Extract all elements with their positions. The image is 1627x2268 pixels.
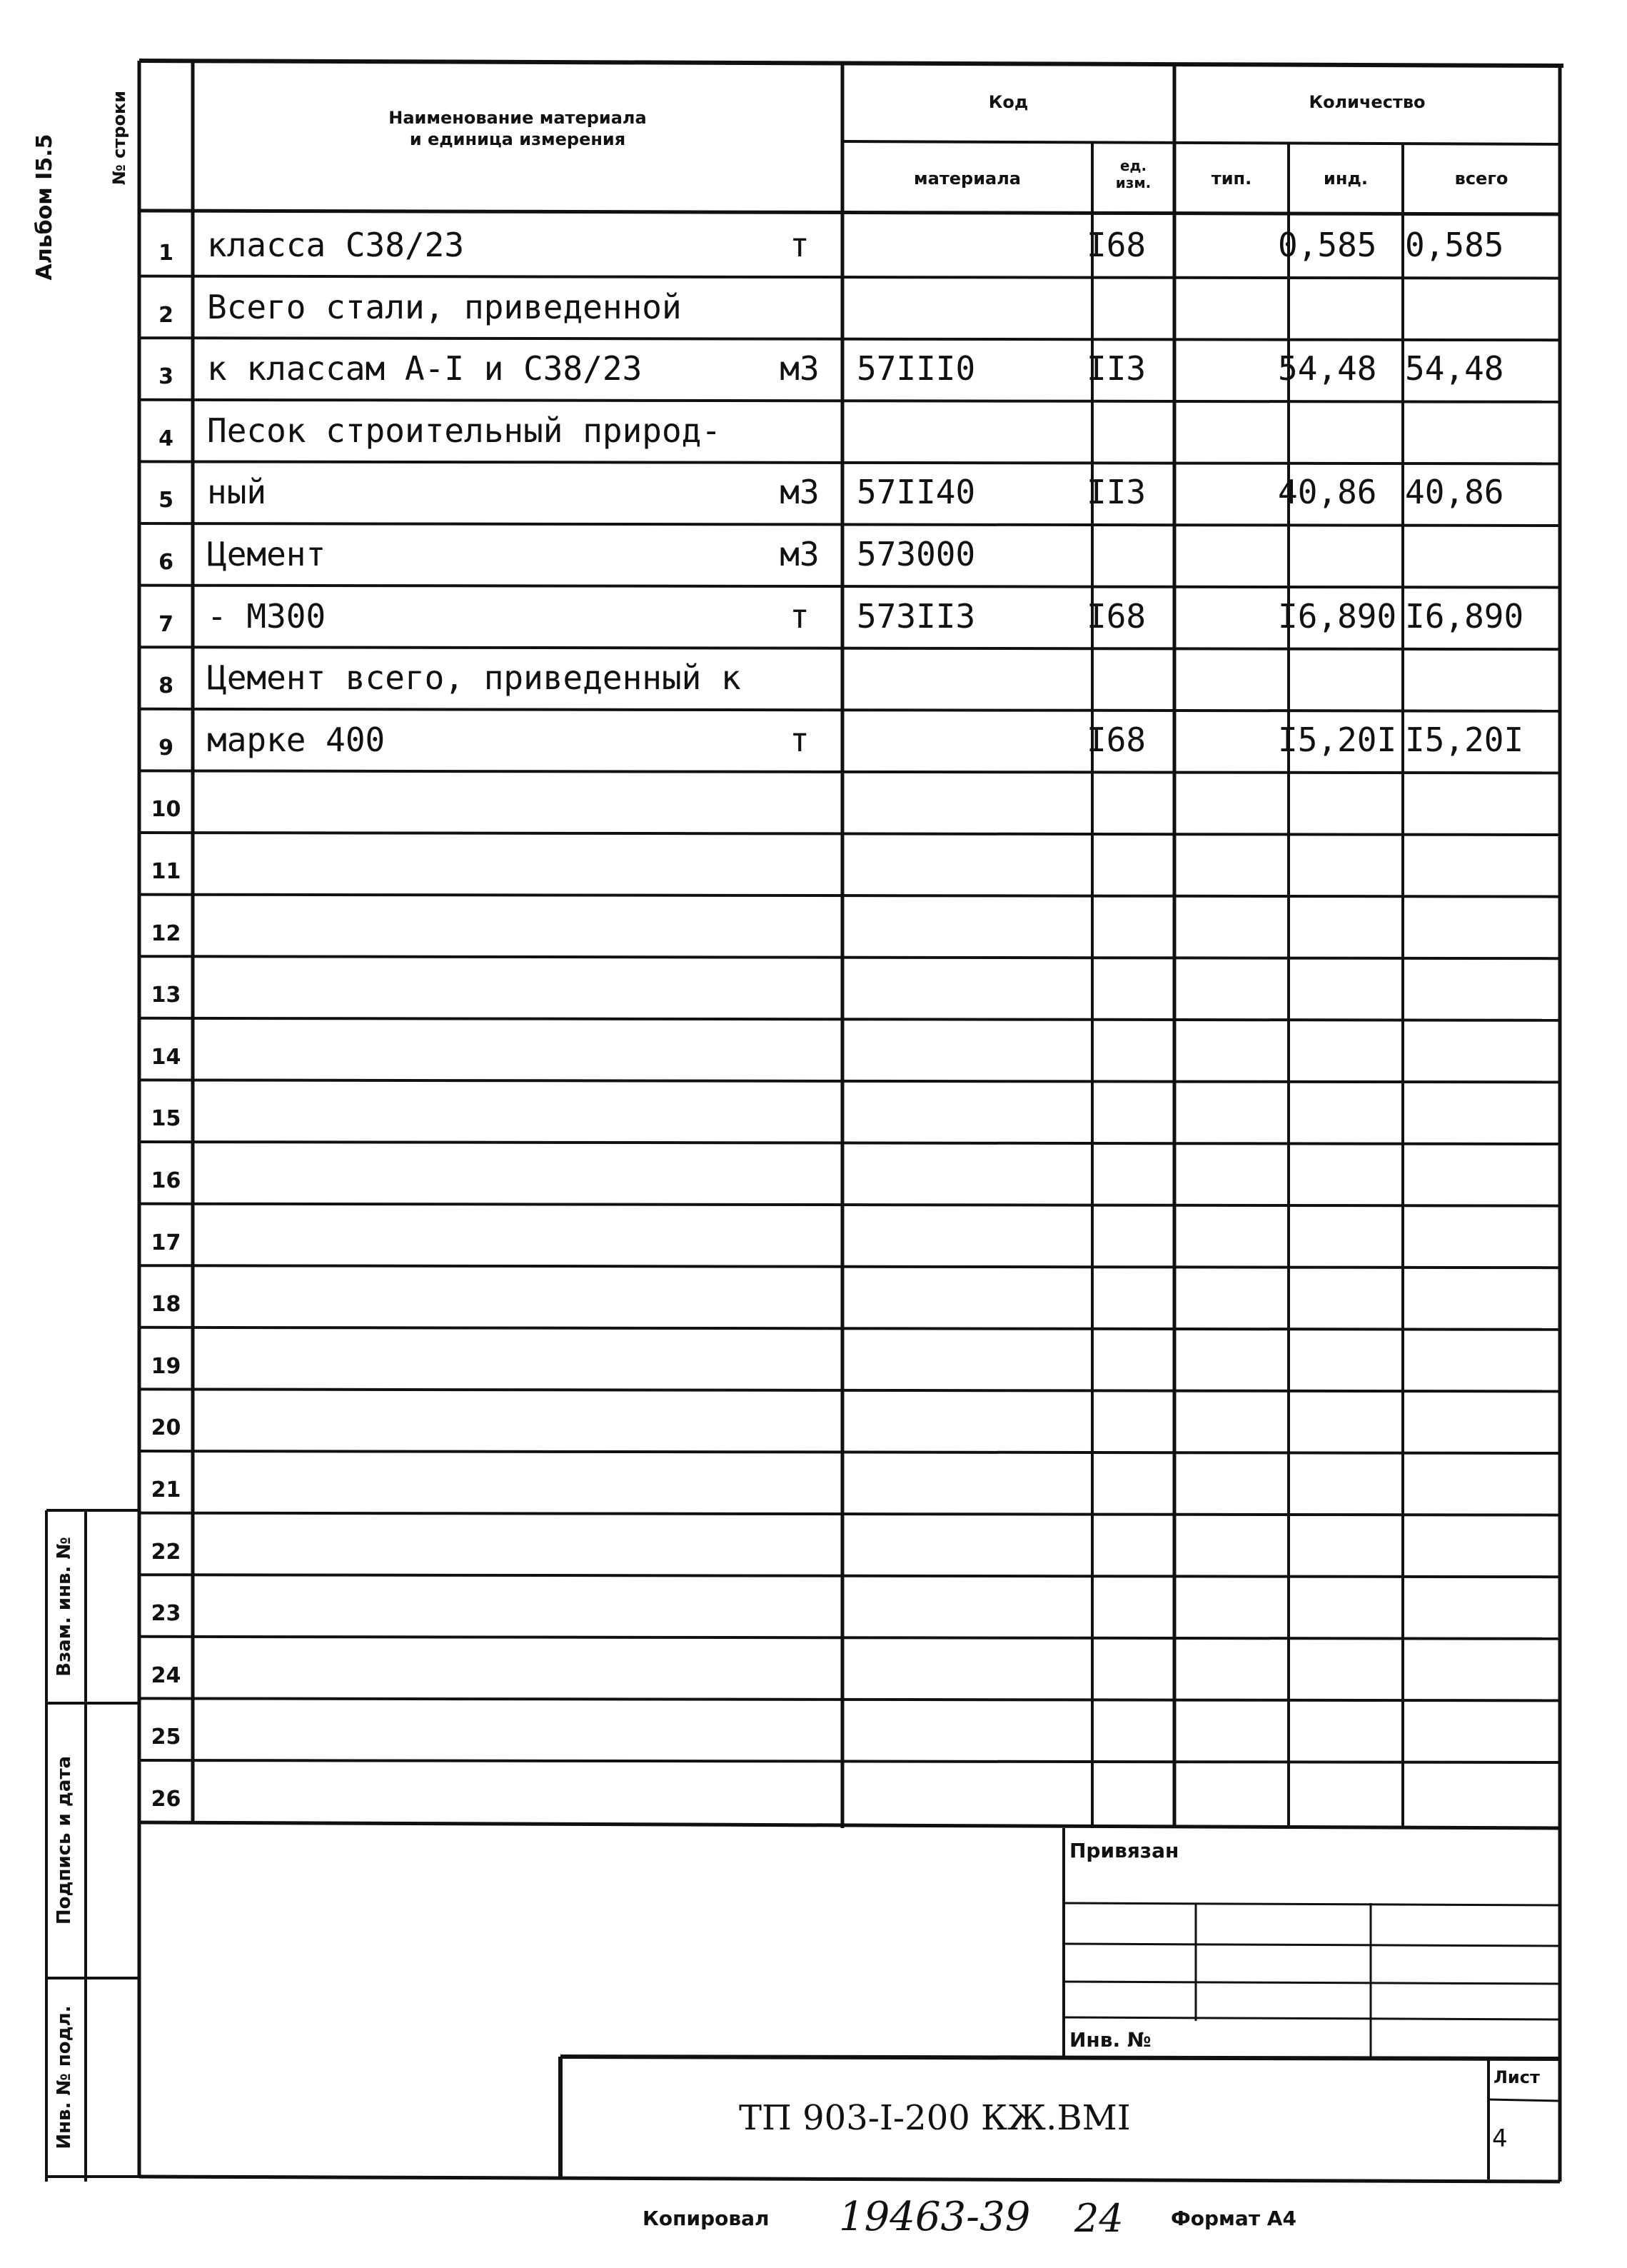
cell-unit: т <box>790 596 810 636</box>
privyazan-label: Привязан <box>1069 1839 1179 1862</box>
cell-ind: 0,585 <box>1278 226 1377 264</box>
table-row <box>0 338 1627 400</box>
cell-ind: I6,890 <box>1278 596 1397 636</box>
cell-ed: II3 <box>1087 349 1147 388</box>
cell-ind: I5,20I <box>1278 720 1397 759</box>
cell-mat: 57II40 <box>857 473 976 512</box>
table-row <box>0 771 1627 833</box>
cell-n: 5 <box>158 488 173 513</box>
table-row <box>0 276 1627 338</box>
cell-mat: 573000 <box>857 535 976 573</box>
cell-unit: м3 <box>780 473 820 512</box>
cell-total: I6,890 <box>1405 596 1524 636</box>
inv-podl-label: Инв. № подл. <box>54 2005 75 2149</box>
cell-n: 10 <box>151 797 181 823</box>
cell-n: 8 <box>158 673 173 699</box>
cell-n: 20 <box>151 1415 181 1441</box>
table-row <box>0 1204 1627 1266</box>
document-code: ТП 903-I-200 КЖ.ВМI <box>739 2098 1131 2138</box>
cell-n: 12 <box>151 920 181 946</box>
cell-unit: м3 <box>780 535 820 573</box>
table-row <box>0 956 1627 1018</box>
cell-name: Песок строительный природ- <box>207 411 722 450</box>
vzam-inv-label: Взам. инв. № <box>54 1537 75 1677</box>
table-row <box>0 400 1627 462</box>
cell-n: 11 <box>151 859 181 884</box>
cell-name: класса С38/23 <box>207 226 465 264</box>
podpis-data-label: Подпись и дата <box>54 1755 75 1925</box>
table-row <box>0 1698 1627 1760</box>
table-row <box>0 1451 1627 1513</box>
header-q-ind: инд. <box>1324 169 1368 189</box>
sheet-label: Лист <box>1493 2067 1540 2087</box>
cell-n: 4 <box>158 426 173 451</box>
cell-n: 26 <box>151 1787 181 1812</box>
cell-ed: I68 <box>1087 596 1147 636</box>
cell-ind: 54,48 <box>1278 349 1377 388</box>
cell-n: 3 <box>158 364 173 390</box>
table-row <box>0 647 1627 709</box>
header-quantity: Количество <box>1309 92 1426 112</box>
cell-total: 0,585 <box>1405 226 1504 264</box>
header-q-typ: тип. <box>1211 169 1252 189</box>
cell-mat: 573II3 <box>857 596 976 636</box>
inv-no-label: Инв. № <box>1069 2028 1152 2052</box>
cell-n: 15 <box>151 1106 181 1132</box>
table-row <box>0 1265 1627 1328</box>
cell-ed: I68 <box>1087 226 1147 264</box>
table-row <box>0 1142 1627 1204</box>
cell-n: 16 <box>151 1168 181 1193</box>
header-row-no: № строки <box>109 90 129 186</box>
cell-n: 23 <box>151 1601 181 1627</box>
cell-n: 14 <box>151 1044 181 1070</box>
cell-n: 13 <box>151 983 181 1008</box>
table-row <box>0 461 1627 523</box>
sheet-number: 4 <box>1492 2124 1508 2153</box>
table-row <box>0 1575 1627 1637</box>
cell-name: - М300 <box>207 596 326 636</box>
cell-total: 54,48 <box>1405 349 1504 388</box>
table-row <box>0 523 1627 586</box>
table-row <box>0 1018 1627 1080</box>
table-row <box>0 1389 1627 1451</box>
cell-n: 19 <box>151 1353 181 1379</box>
table-row <box>0 833 1627 895</box>
header-name: Наименование материала и единица измерения <box>388 108 647 149</box>
cell-ed: I68 <box>1087 720 1147 759</box>
table-row <box>0 1328 1627 1390</box>
table-row <box>0 895 1627 957</box>
cell-ind: 40,86 <box>1278 473 1377 512</box>
cell-mat: 57III0 <box>857 349 976 388</box>
header-code: Код <box>988 92 1029 112</box>
cell-name: к классам А-I и С38/23 <box>207 349 643 388</box>
table-row <box>0 709 1627 771</box>
cell-n: 21 <box>151 1477 181 1502</box>
album-label: Альбом I5.5 <box>32 134 57 281</box>
cell-n: 22 <box>151 1539 181 1565</box>
cell-unit: т <box>790 226 810 264</box>
table-row <box>0 1637 1627 1699</box>
copy-page: 24 <box>1074 2196 1124 2241</box>
cell-total: 40,86 <box>1405 473 1504 512</box>
table-row <box>0 214 1627 276</box>
cell-n: 9 <box>158 735 173 761</box>
cell-name: Всего стали, приведенной <box>207 287 682 326</box>
table-row <box>0 1513 1627 1575</box>
cell-n: 6 <box>158 550 173 575</box>
copied-label: Копировал <box>643 2207 770 2230</box>
cell-unit: т <box>790 720 810 759</box>
header-code-unit: ед. изм. <box>1115 157 1152 191</box>
header-code-material: материала <box>914 169 1021 189</box>
cell-n: 18 <box>151 1292 181 1318</box>
cell-ed: II3 <box>1087 473 1147 512</box>
table-row <box>0 1760 1627 1822</box>
cell-total: I5,20I <box>1405 720 1524 759</box>
cell-name: марке 400 <box>207 720 386 759</box>
header-q-total: всего <box>1454 169 1508 189</box>
cell-n: 25 <box>151 1725 181 1750</box>
table-row <box>0 1080 1627 1142</box>
cell-n: 17 <box>151 1230 181 1255</box>
cell-name: Цемент всего, приведенный к <box>207 658 741 698</box>
cell-n: 2 <box>158 302 173 328</box>
cell-n: 1 <box>158 241 173 266</box>
format-label: Формат А4 <box>1171 2207 1296 2230</box>
table-row <box>0 586 1627 648</box>
cell-n: 7 <box>158 611 173 637</box>
cell-name: Цемент <box>207 535 326 573</box>
cell-n: 24 <box>151 1662 181 1688</box>
cell-unit: м3 <box>780 349 820 388</box>
copy-number: 19463-39 <box>839 2194 1031 2240</box>
cell-name: ный <box>207 473 267 512</box>
